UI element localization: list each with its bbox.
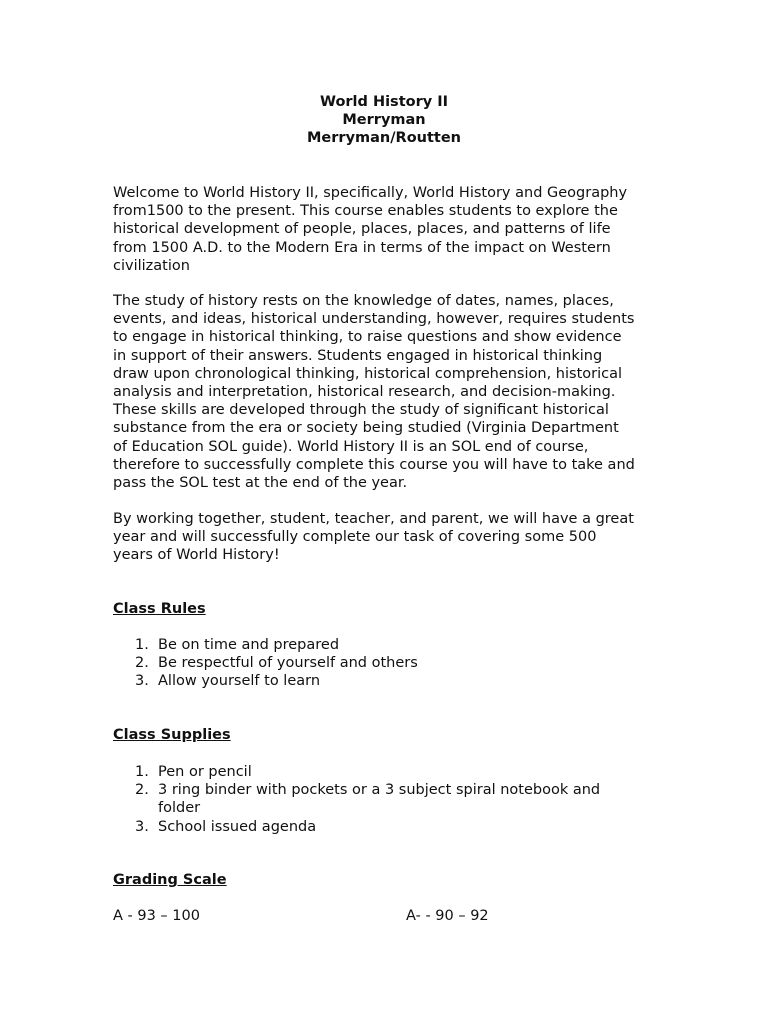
text-line: of Education SOL guide). World History II is an SOL end of course, — [113, 438, 589, 455]
history-study-paragraph — [113, 292, 673, 492]
list-item — [113, 818, 673, 836]
grading-scale-heading: Grading Scale — [113, 872, 227, 888]
text-line: civilization — [113, 257, 190, 274]
text-line: draw upon chronological thinking, historical comprehension, historical — [113, 365, 623, 382]
list-item-text: 3 ring binder with pockets or a 3 subject spiral notebook and — [158, 782, 601, 799]
list-number: 3. — [135, 818, 149, 835]
list-item-text: Allow yourself to learn — [158, 673, 321, 690]
text-line: from1500 to the present. This course enables students to explore the — [113, 203, 618, 220]
list-item-text: School issued agenda — [158, 818, 317, 835]
text-line: therefore to successfully complete this course you will have to take and — [113, 456, 635, 473]
text-line: in support of their answers. Students engaged in historical thinking — [113, 347, 603, 364]
list-number: 1. — [135, 637, 149, 653]
closing-paragraph — [113, 510, 673, 565]
text-line: events, and ideas, historical understanding, however, requires students — [113, 311, 635, 328]
text-line: Welcome to World History II, specifically, World History and Geography — [113, 185, 628, 201]
text-line: By working together, student, teacher, and parent, we will have a great — [113, 511, 634, 527]
grade-a: A - 93 – 100 — [113, 908, 200, 924]
grade-a-minus: A- - 90 – 92 — [406, 908, 489, 924]
list-number: 2. — [135, 655, 149, 672]
list-item — [113, 654, 673, 672]
intro-paragraph — [113, 184, 673, 275]
text-line: The study of history rests on the knowledge of dates, names, places, — [113, 293, 614, 309]
list-item — [113, 636, 673, 654]
text-line: from 1500 A.D. to the Modern Era in terms of the impact on Western — [113, 239, 611, 256]
text-line: historical development of people, places, places, and patterns of life — [113, 221, 611, 238]
text-line: years of World History! — [113, 547, 280, 564]
text-line: analysis and interpretation, historical research, and decision-making. — [113, 384, 616, 401]
list-number: 2. — [135, 782, 149, 799]
text-line: to engage in historical thinking, to raise questions and show evidence — [113, 329, 622, 346]
teacher-name: Merryman — [342, 112, 426, 129]
text-line: year and will successfully complete our task of covering some 500 — [113, 529, 597, 546]
list-item — [113, 781, 673, 817]
list-item-text: folder — [158, 800, 201, 817]
list-number: 3. — [135, 673, 149, 690]
document-header — [0, 93, 768, 148]
text-line: pass the SOL test at the end of the year. — [113, 475, 408, 492]
class-supplies-heading: Class Supplies — [113, 727, 231, 743]
list-item-text: Be on time and prepared — [158, 637, 340, 653]
teacher-names: Merryman/Routten — [307, 130, 461, 147]
list-item-text: Be respectful of yourself and others — [158, 655, 418, 672]
course-title: World History II — [319, 94, 449, 110]
class-supplies-list — [113, 763, 673, 836]
list-item — [113, 763, 673, 781]
list-item — [113, 672, 673, 690]
text-line: These skills are developed through the study of significant historical — [113, 402, 609, 419]
list-item-text: Pen or pencil — [158, 764, 252, 780]
text-line: substance from the era or society being studied (Virginia Department — [113, 420, 619, 437]
list-number: 1. — [135, 764, 149, 780]
class-rules-list — [113, 636, 673, 691]
class-rules-heading: Class Rules — [113, 601, 206, 617]
